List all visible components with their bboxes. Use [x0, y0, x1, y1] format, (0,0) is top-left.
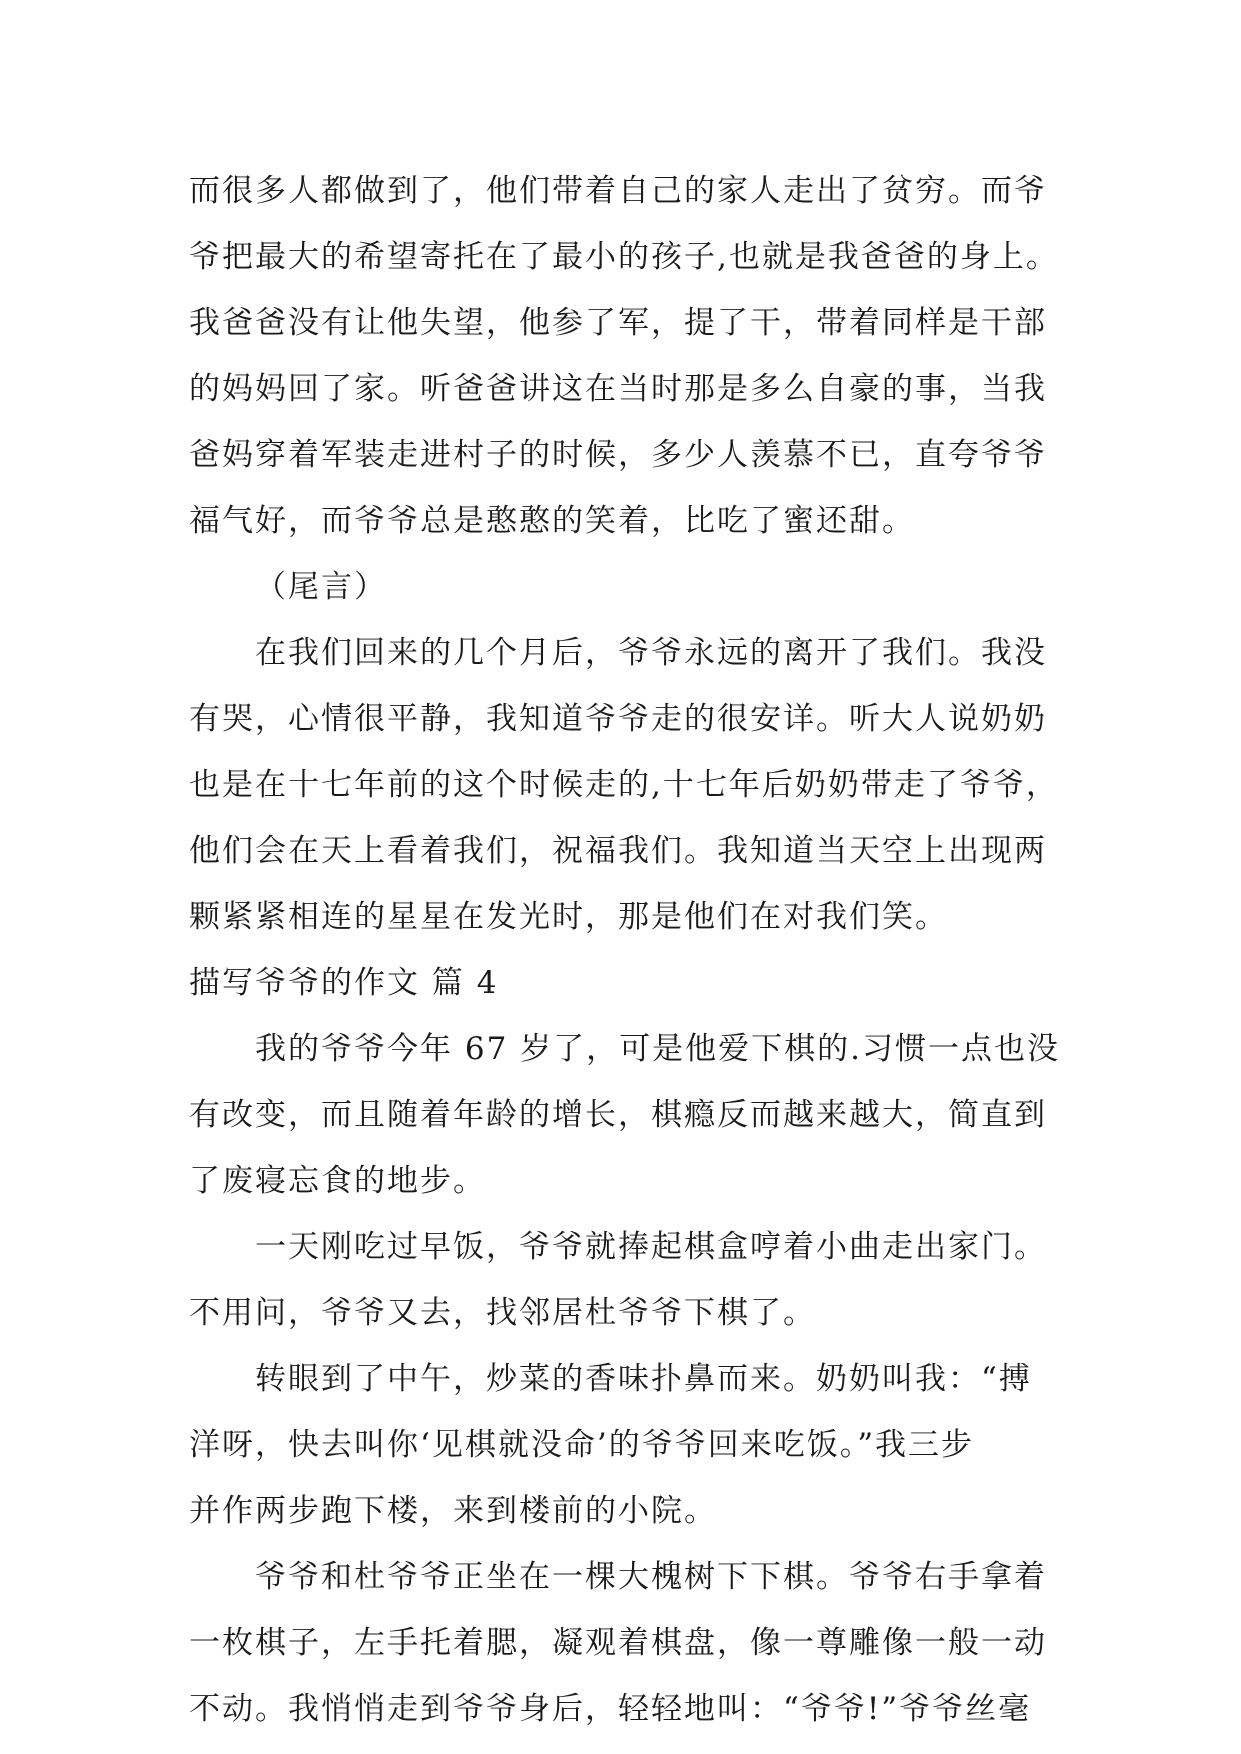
- paragraph-line: 也是在十七年前的这个时候走的,十七年后奶奶带走了爷爷，: [189, 767, 1059, 803]
- paragraph-line: 了废寝忘食的地步。: [189, 1163, 486, 1199]
- essay-heading: 描写爷爷的作文 篇 4: [189, 965, 499, 1001]
- essay-body: [189, 158, 1089, 1742]
- paragraph-line: 爸妈穿着军装走进村子的时候，多少人羡慕不已，直夸爷爷: [189, 437, 1047, 473]
- paragraph-line: 一天刚吃过早饭，爷爷就捧起棋盒哼着小曲走出家门。: [255, 1229, 1047, 1265]
- paragraph-line: 一枚棋子，左手托着腮，凝观着棋盘，像一尊雕像一般一动: [189, 1625, 1047, 1661]
- paragraph-line: 有哭，心情很平静，我知道爷爷走的很安详。听大人说奶奶: [189, 701, 1047, 737]
- paragraph-line: 洋呀，快去叫你‘见棋就没命’的爷爷回来吃饭。”我三步: [189, 1427, 975, 1463]
- paragraph-line: 我爸爸没有让他失望，他参了军，提了干，带着同样是干部: [189, 305, 1047, 341]
- paragraph-line: 爷把最大的希望寄托在了最小的孩子,也就是我爸爸的身上。: [189, 239, 1059, 275]
- paragraph-line: 福气好，而爷爷总是憨憨的笑着，比吃了蜜还甜。: [189, 503, 915, 539]
- paragraph-line: 不动。我悄悄走到爷爷身后，轻轻地叫：“爷爷!”爷爷丝毫: [189, 1691, 1032, 1727]
- paragraph-line: 在我们回来的几个月后，爷爷永远的离开了我们。我没: [255, 635, 1047, 671]
- paragraph-line: 而很多人都做到了，他们带着自己的家人走出了贫穷。而爷: [189, 173, 1047, 209]
- paragraph-line: 不用问，爷爷又去，找邻居杜爷爷下棋了。: [189, 1295, 816, 1331]
- paragraph-line: 转眼到了中午，炒菜的香味扑鼻而来。奶奶叫我：“搏: [255, 1361, 1032, 1397]
- paragraph-line: 并作两步跑下楼，来到楼前的小院。: [189, 1493, 717, 1529]
- paragraph-line: 他们会在天上看着我们，祝福我们。我知道当天空上出现两: [189, 833, 1047, 869]
- paragraph-line: 有改变，而且随着年龄的增长，棋瘾反而越来越大，简直到: [189, 1097, 1047, 1133]
- paragraph-line: 颗紧紧相连的星星在发光时，那是他们在对我们笑。: [189, 899, 948, 935]
- paragraph-line: 爷爷和杜爷爷正坐在一棵大槐树下下棋。爷爷右手拿着: [255, 1559, 1047, 1595]
- section-label: （尾言）: [255, 569, 387, 605]
- paragraph-line: 我的爷爷今年 67 岁了，可是他爱下棋的.习惯一点也没: [255, 1031, 1061, 1067]
- paragraph-line: 的妈妈回了家。听爸爸讲这在当时那是多么自豪的事，当我: [189, 371, 1047, 407]
